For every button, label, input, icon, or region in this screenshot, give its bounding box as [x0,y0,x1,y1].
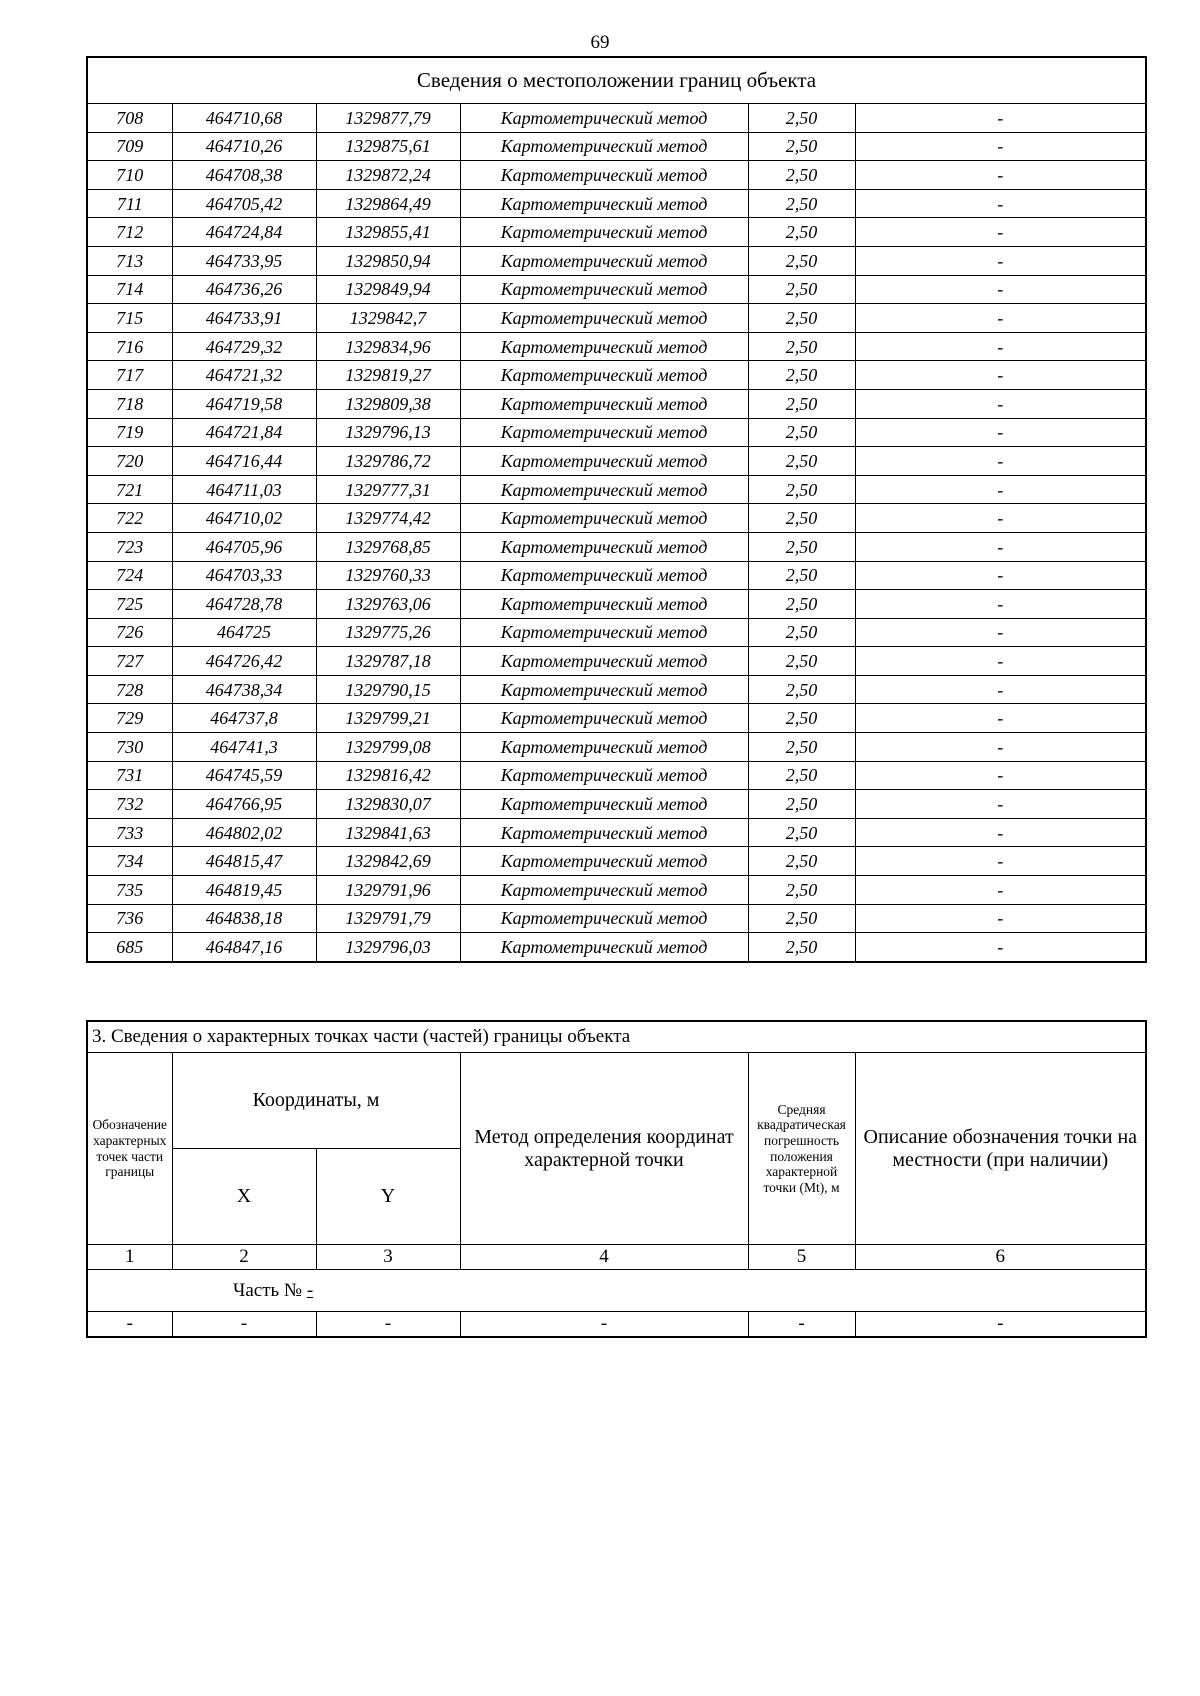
table-cell-method: Картометрический метод [460,733,748,762]
part-points-table [86,1020,1147,1338]
table-cell-desc: - [855,876,1146,905]
table-row [87,132,1146,161]
table-cell-id: 685 [87,933,172,962]
table-row [87,647,1146,676]
table-cell-y: 1329799,08 [316,733,460,762]
table-cell-desc: - [855,904,1146,933]
table-row [87,876,1146,905]
table-cell-desc: - [855,189,1146,218]
table-row [87,904,1146,933]
table-cell-y: 1329849,94 [316,275,460,304]
table-cell-mt: 2,50 [748,818,855,847]
table-cell-method: Картометрический метод [460,790,748,819]
table-cell-method: Картометрический метод [460,389,748,418]
table-cell-method: Картометрический метод [460,447,748,476]
table-cell-desc: - [855,104,1146,133]
table-cell-id: 725 [87,590,172,619]
column-number: 2 [172,1245,316,1270]
table-cell-mt: 2,50 [748,418,855,447]
table-cell-id: 735 [87,876,172,905]
header-description: Описание обозначения точки на местности (при наличии) [855,1053,1146,1245]
table-row [87,246,1146,275]
table-cell-method: Картометрический метод [460,218,748,247]
table-cell-id: 708 [87,104,172,133]
table-cell-x: 464838,18 [172,904,316,933]
table-cell-desc: - [855,246,1146,275]
table-row [87,590,1146,619]
table-row [87,675,1146,704]
table-cell-y: 1329841,63 [316,818,460,847]
header-coordinates: Координаты, м [172,1053,460,1149]
part-label: Часть № [233,1279,303,1301]
table-cell-id: 727 [87,647,172,676]
table-cell-mt: 2,50 [748,761,855,790]
header-x: X [172,1149,316,1245]
table-cell-y: 1329787,18 [316,647,460,676]
table-cell-x: 464710,68 [172,104,316,133]
table-cell-desc: - [855,504,1146,533]
table-cell-y: 1329819,27 [316,361,460,390]
table-cell: - [855,1312,1146,1338]
table-cell-x: 464721,32 [172,361,316,390]
table-cell-method: Картометрический метод [460,104,748,133]
table-cell-desc: - [855,647,1146,676]
table-cell-y: 1329791,96 [316,876,460,905]
table-cell-mt: 2,50 [748,246,855,275]
table-cell: - [748,1312,855,1338]
table-cell-desc: - [855,933,1146,962]
table-cell-method: Картометрический метод [460,675,748,704]
table-cell-mt: 2,50 [748,618,855,647]
table-cell-method: Картометрический метод [460,561,748,590]
table-cell-y: 1329875,61 [316,132,460,161]
table-cell-x: 464729,32 [172,332,316,361]
table-cell-method: Картометрический метод [460,847,748,876]
table-cell: - [460,1312,748,1338]
table-cell-mt: 2,50 [748,332,855,361]
table-cell-x: 464728,78 [172,590,316,619]
table-cell-id: 729 [87,704,172,733]
table-cell-method: Картометрический метод [460,246,748,275]
table-cell-id: 723 [87,532,172,561]
table-cell-y: 1329842,7 [316,304,460,333]
table-cell-id: 728 [87,675,172,704]
table-cell-id: 733 [87,818,172,847]
table-cell-desc: - [855,818,1146,847]
table-cell-id: 709 [87,132,172,161]
empty-data-row [87,1312,1146,1338]
boundary-table [86,56,1147,963]
table-cell-mt: 2,50 [748,275,855,304]
table-cell-mt: 2,50 [748,218,855,247]
table-cell-method: Картометрический метод [460,590,748,619]
table-row [87,790,1146,819]
table-cell-method: Картометрический метод [460,161,748,190]
table-cell-method: Картометрический метод [460,532,748,561]
table-cell-id: 730 [87,733,172,762]
table-cell-desc: - [855,132,1146,161]
table-cell-x: 464736,26 [172,275,316,304]
table-row [87,161,1146,190]
table-row [87,847,1146,876]
column-number: 4 [460,1245,748,1270]
table-cell-id: 711 [87,189,172,218]
table-cell-desc: - [855,389,1146,418]
table-cell-x: 464710,26 [172,132,316,161]
table-cell-id: 726 [87,618,172,647]
table-cell-y: 1329791,79 [316,904,460,933]
table-cell-method: Картометрический метод [460,475,748,504]
table-cell-mt: 2,50 [748,933,855,962]
table-row [87,418,1146,447]
table-row [87,361,1146,390]
table-row [87,475,1146,504]
table-cell-mt: 2,50 [748,733,855,762]
table-cell-id: 710 [87,161,172,190]
table-cell-desc: - [855,733,1146,762]
table-cell-method: Картометрический метод [460,361,748,390]
table-cell-id: 714 [87,275,172,304]
table-cell-id: 721 [87,475,172,504]
table-cell-method: Картометрический метод [460,647,748,676]
table-cell-mt: 2,50 [748,561,855,590]
table-cell-id: 724 [87,561,172,590]
table-cell-mt: 2,50 [748,161,855,190]
table-cell-method: Картометрический метод [460,504,748,533]
column-number: 6 [855,1245,1146,1270]
part-row [87,1270,1146,1312]
table-cell-mt: 2,50 [748,590,855,619]
table-cell-y: 1329777,31 [316,475,460,504]
table-cell-desc: - [855,847,1146,876]
table-cell-mt: 2,50 [748,104,855,133]
table-cell-desc: - [855,618,1146,647]
table-row [87,304,1146,333]
table-cell-y: 1329809,38 [316,389,460,418]
table-cell-x: 464721,84 [172,418,316,447]
table-row [87,618,1146,647]
table-cell-y: 1329834,96 [316,332,460,361]
table-cell-mt: 2,50 [748,361,855,390]
table-cell-method: Картометрический метод [460,904,748,933]
table-cell-y: 1329842,69 [316,847,460,876]
table-cell-desc: - [855,218,1146,247]
table-cell-desc: - [855,447,1146,476]
table-cell-id: 713 [87,246,172,275]
boundary-table-body [87,57,1146,962]
table-cell-y: 1329790,15 [316,675,460,704]
table-cell-desc: - [855,761,1146,790]
table-row [87,761,1146,790]
table-cell-method: Картометрический метод [460,876,748,905]
table-cell-y: 1329864,49 [316,189,460,218]
column-numbers-row [87,1245,1146,1270]
table-cell-desc: - [855,161,1146,190]
table-cell-id: 722 [87,504,172,533]
table-cell-desc: - [855,790,1146,819]
table-cell-y: 1329877,79 [316,104,460,133]
table-cell-x: 464705,42 [172,189,316,218]
table-row [87,218,1146,247]
table-cell-id: 716 [87,332,172,361]
table-cell-x: 464737,8 [172,704,316,733]
table-cell-mt: 2,50 [748,847,855,876]
table-cell-x: 464738,34 [172,675,316,704]
table-cell-desc: - [855,361,1146,390]
table-row [87,332,1146,361]
table-cell-x: 464708,38 [172,161,316,190]
column-number: 1 [87,1245,172,1270]
table-cell-id: 720 [87,447,172,476]
table-row [87,733,1146,762]
table-cell-desc: - [855,704,1146,733]
header-point-designation: Обозначение характерных точек части границы [87,1053,172,1245]
table-cell-desc: - [855,475,1146,504]
page-number: 69 [590,32,610,53]
header-y: Y [316,1149,460,1245]
table-cell-x: 464819,45 [172,876,316,905]
table-cell-mt: 2,50 [748,904,855,933]
table-cell-desc: - [855,304,1146,333]
table-cell-x: 464724,84 [172,218,316,247]
table-cell-x: 464766,95 [172,790,316,819]
section-title: Сведения о местоположении границ объекта [87,57,1146,104]
table-row [87,189,1146,218]
table-cell-y: 1329855,41 [316,218,460,247]
table-cell-desc: - [855,418,1146,447]
table-cell-method: Картометрический метод [460,332,748,361]
table-cell-x: 464733,95 [172,246,316,275]
table-cell-x: 464711,03 [172,475,316,504]
table-cell-x: 464710,02 [172,504,316,533]
table-cell-x: 464745,59 [172,761,316,790]
table-cell-x: 464733,91 [172,304,316,333]
table-cell-method: Картометрический метод [460,275,748,304]
table-cell: - [316,1312,460,1338]
table-cell-mt: 2,50 [748,475,855,504]
table-cell-mt: 2,50 [748,389,855,418]
table-cell-mt: 2,50 [748,647,855,676]
table-cell-x: 464725 [172,618,316,647]
table-row [87,704,1146,733]
table-cell-mt: 2,50 [748,532,855,561]
table-cell-x: 464802,02 [172,818,316,847]
table-cell-y: 1329786,72 [316,447,460,476]
table-cell-id: 736 [87,904,172,933]
table-cell-method: Картометрический метод [460,304,748,333]
table-cell-id: 732 [87,790,172,819]
table-cell-desc: - [855,561,1146,590]
table-cell-x: 464726,42 [172,647,316,676]
table-cell-x: 464716,44 [172,447,316,476]
table-row [87,104,1146,133]
table-row [87,447,1146,476]
column-number: 5 [748,1245,855,1270]
table-cell-id: 718 [87,389,172,418]
table-cell-y: 1329850,94 [316,246,460,275]
table-cell-method: Картометрический метод [460,818,748,847]
table-cell-mt: 2,50 [748,447,855,476]
table-cell-mt: 2,50 [748,504,855,533]
table-cell-y: 1329872,24 [316,161,460,190]
table-cell-x: 464703,33 [172,561,316,590]
table-cell-x: 464719,58 [172,389,316,418]
table-row [87,532,1146,561]
table-cell-id: 734 [87,847,172,876]
table-cell-y: 1329775,26 [316,618,460,647]
table-cell-y: 1329799,21 [316,704,460,733]
table-cell-y: 1329768,85 [316,532,460,561]
table-cell-mt: 2,50 [748,704,855,733]
table-cell-y: 1329830,07 [316,790,460,819]
table-cell-y: 1329796,03 [316,933,460,962]
table-cell-mt: 2,50 [748,876,855,905]
table-cell-mt: 2,50 [748,189,855,218]
table-cell-y: 1329760,33 [316,561,460,590]
table-cell-x: 464705,96 [172,532,316,561]
table-cell-desc: - [855,675,1146,704]
table-cell: - [172,1312,316,1338]
table-cell-method: Картометрический метод [460,704,748,733]
table-cell-desc: - [855,275,1146,304]
table-cell-mt: 2,50 [748,132,855,161]
table-row [87,933,1146,962]
table-cell-method: Картометрический метод [460,189,748,218]
table-cell-id: 731 [87,761,172,790]
part-value: - [306,1279,314,1301]
table-row [87,561,1146,590]
table-cell-x: 464815,47 [172,847,316,876]
section3-title: 3. Сведения о характерных точках части (частей) границы объекта [87,1021,1146,1053]
table-cell-method: Картометрический метод [460,132,748,161]
table-cell: - [87,1312,172,1338]
table-cell-id: 715 [87,304,172,333]
table-cell-method: Картометрический метод [460,418,748,447]
table-cell-id: 717 [87,361,172,390]
table-cell-id: 719 [87,418,172,447]
header-method: Метод определения координат характерной точки [460,1053,748,1245]
table-cell-desc: - [855,590,1146,619]
table-row [87,818,1146,847]
table-cell-mt: 2,50 [748,675,855,704]
column-number: 3 [316,1245,460,1270]
table-cell-desc: - [855,332,1146,361]
table-cell-method: Картометрический метод [460,618,748,647]
table-cell-mt: 2,50 [748,304,855,333]
table-row [87,389,1146,418]
header-mt: Средняя квадратическая погрешность положения характерной точки (Mt), м [748,1053,855,1245]
table-cell-x: 464847,16 [172,933,316,962]
table-cell-x: 464741,3 [172,733,316,762]
table-row [87,275,1146,304]
table-cell-id: 712 [87,218,172,247]
table-cell-method: Картометрический метод [460,761,748,790]
table-cell-method: Картометрический метод [460,933,748,962]
table-cell-mt: 2,50 [748,790,855,819]
table-cell-y: 1329774,42 [316,504,460,533]
table-row [87,504,1146,533]
table-cell-y: 1329796,13 [316,418,460,447]
table-cell-y: 1329816,42 [316,761,460,790]
table-cell-y: 1329763,06 [316,590,460,619]
table-cell-desc: - [855,532,1146,561]
